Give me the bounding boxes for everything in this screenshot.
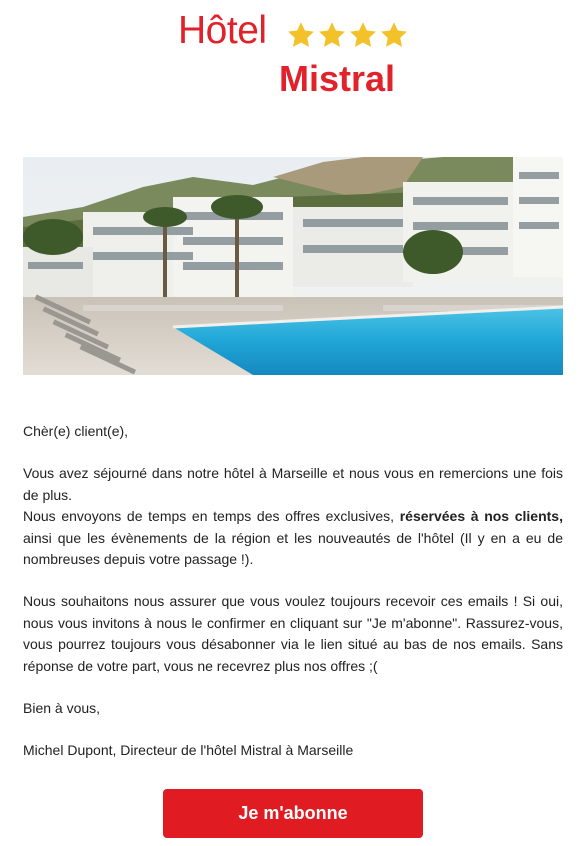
closing: Bien à vous,: [23, 699, 101, 716]
paragraph-confirm: Nous souhaitons nous assurer que vous voulez toujours recevoir ces emails ! Si oui, nous vous invitons à nous le confirmer en cliquant sur "Je m'abonne". Rassurez-vous, vous pourrez toujours vous désabonner via le lien situé au bas de nos emails. Sans réponse de votre part, vous ne recevrez plus nos offres ;(: [23, 593, 563, 674]
greeting: Chèr(e) client(e),: [23, 423, 129, 439]
hotel-pool-photo: [23, 157, 563, 375]
paragraph-thanks: Vous avez séjourné dans notre hôtel à Marseille et nous vous en remercions une fois de plus.: [23, 465, 563, 503]
star-icon: [379, 20, 409, 50]
logo-hotel-name: Mistral: [279, 58, 396, 99]
letter-body: [23, 421, 563, 761]
rating-stars: [286, 20, 409, 50]
paragraph-offers: [23, 506, 563, 571]
offers-text-bold: réservées à nos clients,: [399, 508, 563, 524]
offers-text-start: Nous envoyons de temps en temps des offres exclusives,: [23, 508, 395, 524]
star-icon: [348, 20, 378, 50]
offers-text-end: ainsi que les évènements de la région et les nouveautés de l'hôtel (Il y en a eu de nombreuses depuis votre passage !).: [23, 529, 563, 567]
signature: Michel Dupont, Directeur de l'hôtel Mistral à Marseille: [23, 741, 354, 758]
logo-hotel-word: Hôtel: [178, 9, 267, 52]
hotel-logo: [178, 6, 418, 106]
star-icon: [286, 20, 316, 50]
star-icon: [317, 20, 347, 50]
subscribe-button[interactable]: Je m'abonne: [163, 789, 423, 838]
